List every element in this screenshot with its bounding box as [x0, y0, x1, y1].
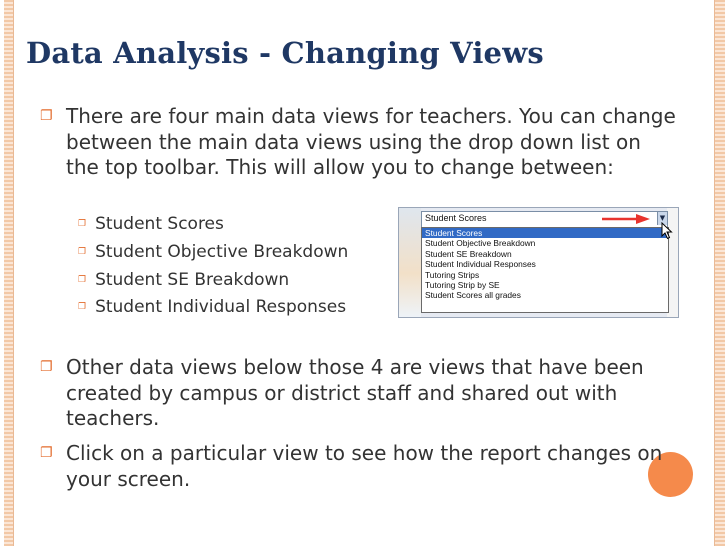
sub-bullet-marker-icon: ❐ — [78, 247, 87, 257]
bullet-marker-icon: ❐ — [40, 359, 53, 375]
left-border-decoration — [4, 0, 14, 546]
red-arrow-icon — [602, 214, 650, 224]
view-select-value: Student Scores — [425, 213, 487, 223]
view-options-list — [421, 227, 669, 313]
chevron-down-icon[interactable]: ▼ — [657, 212, 667, 225]
slide-title: Data Analysis - Changing Views — [26, 36, 544, 70]
dropdown-screenshot — [398, 207, 679, 318]
bullet-item-1 — [40, 104, 680, 181]
sub-bullet-text-4: Student Individual Responses — [95, 297, 347, 317]
bullet-marker-icon: ❐ — [40, 108, 53, 124]
sub-bullet-2 — [78, 242, 348, 262]
view-option[interactable]: Student SE Breakdown — [425, 248, 512, 259]
bullet-text-3: Click on a particular view to see how the report changes on your screen. — [66, 441, 663, 491]
sub-bullet-1 — [78, 214, 224, 234]
bullet-item-3 — [40, 441, 680, 492]
sub-bullet-marker-icon: ❐ — [78, 302, 87, 312]
screenshot-left-band — [399, 208, 421, 317]
bullet-text-1: There are four main data views for teachers. You can change between the main data views using the drop down list on the top toolbar. This will allow you to change between: — [66, 104, 676, 179]
view-option[interactable]: Student Scores — [422, 228, 668, 238]
bullet-item-2 — [40, 355, 680, 432]
view-option[interactable]: Tutoring Strips — [425, 269, 480, 280]
view-option[interactable]: Student Objective Breakdown — [425, 238, 536, 249]
sub-bullet-marker-icon: ❐ — [78, 275, 87, 285]
sub-bullet-3 — [78, 270, 289, 290]
view-option[interactable]: Tutoring Strip by SE — [425, 279, 500, 290]
sub-bullet-text-2: Student Objective Breakdown — [95, 242, 349, 262]
bullet-marker-icon: ❐ — [40, 445, 53, 461]
sub-bullet-4 — [78, 297, 346, 317]
sub-bullet-text-3: Student SE Breakdown — [95, 270, 290, 290]
right-border-decoration — [714, 0, 725, 546]
view-option[interactable]: Student Individual Responses — [425, 259, 536, 270]
mouse-pointer-icon — [661, 222, 673, 240]
view-option[interactable]: Student Scores all grades — [425, 290, 521, 301]
bullet-text-2: Other data views below those 4 are views that have been created by campus or district staff and shared out with teachers. — [66, 355, 644, 430]
sub-bullet-text-1: Student Scores — [95, 214, 224, 234]
sub-bullet-marker-icon: ❐ — [78, 219, 87, 229]
